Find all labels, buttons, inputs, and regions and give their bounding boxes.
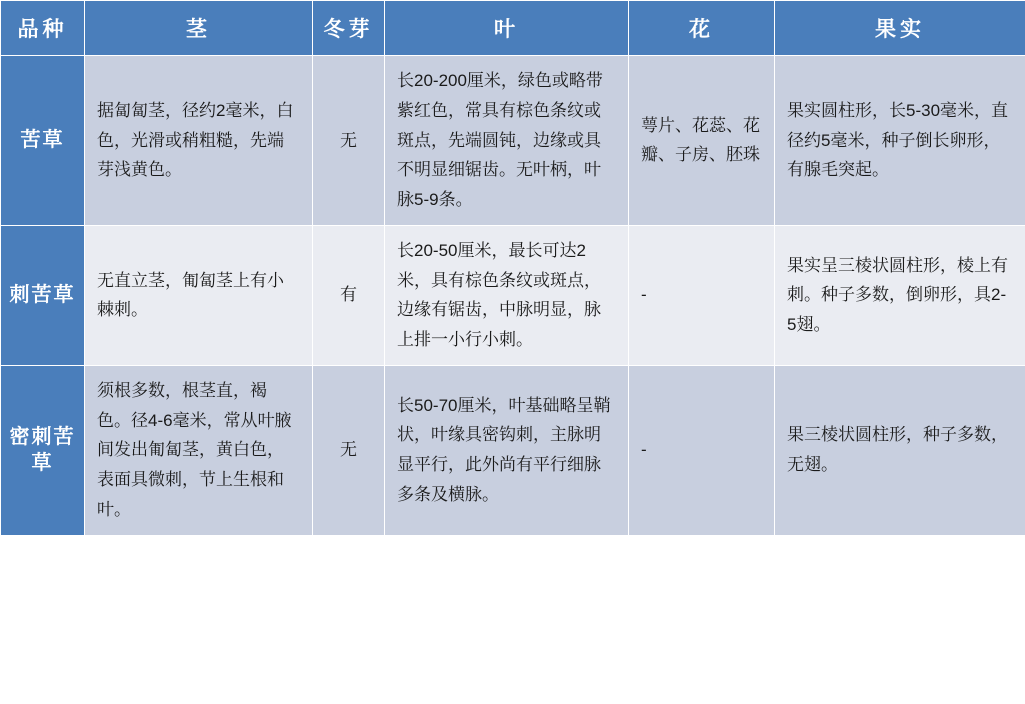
- cell-flower-1: 萼片、花蕊、花瓣、子房、胚珠: [629, 56, 775, 226]
- row-header-species-2: [1, 225, 85, 365]
- cell-stem-3: 须根多数，根茎直，褐色。径4-6毫米，常从叶腋间发出匍匐茎，黄白色，表面具微刺，节上生根和叶。: [85, 365, 313, 535]
- cell-flower-3: -: [629, 365, 775, 535]
- column-header-winter-bud: 冬芽: [313, 1, 385, 56]
- cell-stem-1: 据匐匐茎，径约2毫米，白色，光滑或稍粗糙，先端芽浅黄色。: [85, 56, 313, 226]
- column-header-stem: 茎: [85, 1, 313, 56]
- table-header: [1, 1, 1025, 56]
- column-header-leaf: 叶: [385, 1, 629, 56]
- cell-leaf-3: 长50-70厘米，叶基础略呈鞘状，叶缘具密钩刺，主脉明显平行，此外尚有平行细脉多条及横脉。: [385, 365, 629, 535]
- cell-fruit-2: 果实呈三棱状圆柱形，棱上有刺。种子多数，倒卵形，具2-5翅。: [775, 225, 1025, 365]
- row-header-species-3: [1, 365, 85, 535]
- row-header-species-3-label: 密刺苦草: [9, 426, 76, 475]
- table-row: [1, 225, 1025, 365]
- column-header-species: 品种: [1, 1, 85, 56]
- cell-stem-2: 无直立茎，匍匐茎上有小棘刺。: [85, 225, 313, 365]
- cell-fruit-3: 果三棱状圆柱形，种子多数，无翅。: [775, 365, 1025, 535]
- table-body: [1, 56, 1025, 536]
- cell-winter-bud-3: 无: [313, 365, 385, 535]
- row-header-species-2-label: 刺苦草: [9, 284, 76, 307]
- cell-winter-bud-2: 有: [313, 225, 385, 365]
- cell-fruit-1: 果实圆柱形，长5-30毫米，直径约5毫米，种子倒长卵形，有腺毛突起。: [775, 56, 1025, 226]
- table-row: [1, 365, 1025, 535]
- cell-flower-2: -: [629, 225, 775, 365]
- cell-leaf-2: 长20-50厘米，最长可达2米，具有棕色条纹或斑点，边缘有锯齿，中脉明显，脉上排一小行小刺。: [385, 225, 629, 365]
- table-row: [1, 56, 1025, 226]
- cell-leaf-1: 长20-200厘米，绿色或略带紫红色，常具有棕色条纹或斑点，先端圆钝，边缘或具不明显细锯齿。无叶柄，叶脉5-9条。: [385, 56, 629, 226]
- row-header-species-1-label: 苦草: [20, 129, 65, 152]
- cell-winter-bud-1: 无: [313, 56, 385, 226]
- row-header-species-1: [1, 56, 85, 226]
- table-header-row: [1, 1, 1025, 56]
- column-header-flower: 花: [629, 1, 775, 56]
- column-header-fruit: 果实: [775, 1, 1025, 56]
